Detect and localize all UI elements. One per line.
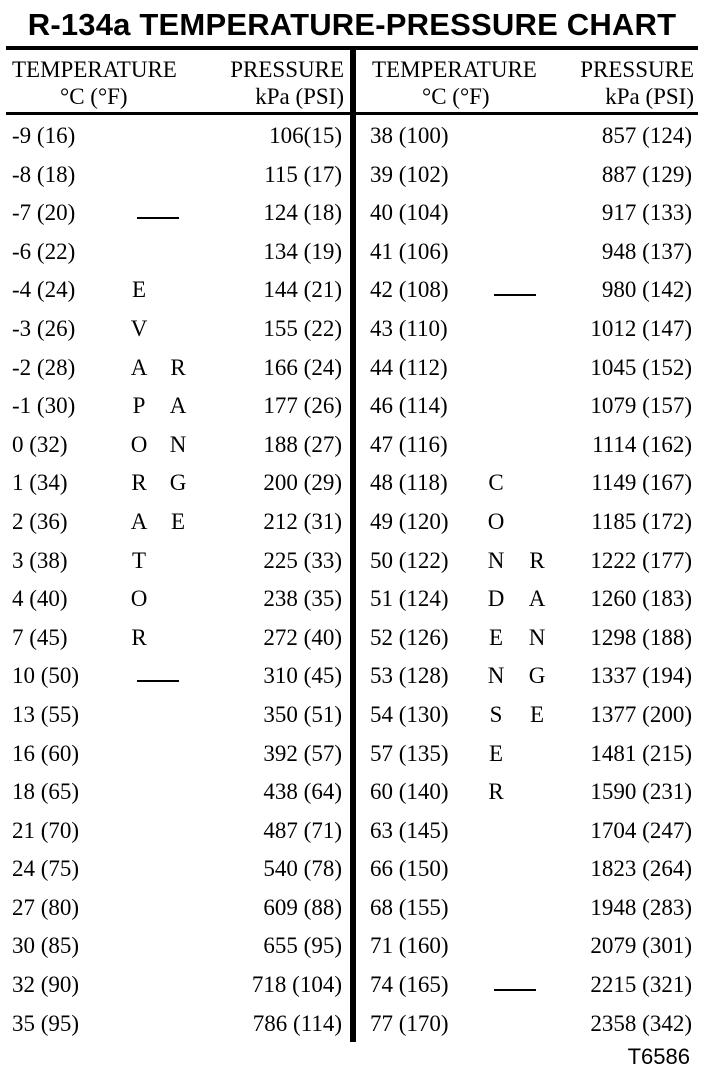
right-pressure-cell: 1823 (264) [590, 856, 692, 882]
left-temperature-cell: 35 (95) [12, 1010, 80, 1036]
right-temperature-cell: 53 (128) [370, 663, 449, 689]
left-label-letter: P [132, 393, 146, 419]
figure-code: T6586 [627, 1044, 690, 1069]
left-label-letter: T [131, 547, 147, 573]
right-label-letter: N [528, 624, 546, 650]
right-pressure-cell: 1149 (167) [591, 470, 692, 496]
left-temperature-cell: 27 (80) [12, 894, 80, 920]
right-temperature-cell: 57 (135) [370, 740, 449, 766]
table-row [0, 543, 704, 582]
left-pressure-cell: 655 (95) [263, 933, 342, 959]
left-pressure-cell: 392 (57) [263, 740, 342, 766]
right-pressure-cell: 1222 (177) [590, 547, 692, 573]
right-label-letter: C [488, 470, 504, 496]
left-temperature-units: °C (°F) [60, 84, 128, 109]
table-row [0, 157, 704, 196]
right-temperature-cell: 42 (108) [370, 277, 449, 303]
left-pressure-cell: 144 (21) [263, 277, 342, 303]
right-temperature-cell: 40 (104) [370, 200, 449, 226]
right-pressure-units: kPa (PSI) [605, 84, 694, 109]
right-temperature-cell: 66 (150) [370, 856, 449, 882]
left-pressure-cell: 225 (33) [263, 547, 342, 573]
left-pressure-cell: 487 (71) [263, 817, 342, 843]
table-row [0, 350, 704, 389]
left-pressure-cell: 238 (35) [263, 586, 342, 612]
left-pressure-cell: 540 (78) [263, 856, 342, 882]
table-row [0, 465, 704, 504]
chart-title: R-134a TEMPERATURE-PRESSURE CHART [27, 7, 677, 42]
right-label-letter: E [529, 701, 545, 727]
left-temperature-header: TEMPERATURE [12, 57, 177, 82]
left-temperature-cell: -7 (20) [12, 200, 76, 226]
table-row [0, 427, 704, 466]
left-temperature-cell: 13 (55) [12, 701, 80, 727]
left-label-letter: R [131, 624, 147, 650]
right-pressure-cell: 2358 (342) [590, 1010, 692, 1036]
right-range-marker [494, 294, 536, 296]
left-temperature-cell: 24 (75) [12, 856, 80, 882]
right-label-letter: E [488, 740, 504, 766]
right-pressure-cell: 1337 (194) [590, 663, 692, 689]
left-pressure-cell: 188 (27) [263, 431, 342, 457]
left-pressure-units: kPa (PSI) [255, 84, 344, 109]
right-pressure-cell: 1260 (183) [590, 586, 692, 612]
right-label-letter: D [487, 586, 505, 612]
right-pressure-cell: 980 (142) [601, 277, 692, 303]
left-label-letter: R [170, 354, 186, 380]
right-pressure-cell: 1079 (157) [590, 393, 692, 419]
right-temperature-cell: 60 (140) [370, 779, 449, 805]
table-row [0, 388, 704, 427]
left-temperature-cell: 0 (32) [12, 431, 68, 457]
right-range-marker [494, 989, 536, 991]
right-pressure-cell: 1114 (162) [592, 431, 692, 457]
right-label-letter: R [488, 779, 504, 805]
right-temperature-cell: 43 (110) [370, 315, 448, 341]
table-row [0, 658, 704, 697]
left-temperature-cell: 18 (65) [12, 779, 80, 805]
left-label-letter: O [130, 586, 148, 612]
right-temperature-units: °C (°F) [422, 84, 490, 109]
left-label-letter: E [131, 277, 147, 303]
table-row [0, 311, 704, 350]
right-temperature-cell: 63 (145) [370, 817, 449, 843]
right-pressure-cell: 1704 (247) [590, 817, 692, 843]
right-pressure-cell: 857 (124) [601, 123, 692, 148]
left-temperature-cell: -2 (28) [12, 354, 76, 380]
table-row [0, 851, 704, 890]
right-temperature-cell: 48 (118) [370, 470, 448, 496]
left-pressure-cell: 310 (45) [263, 663, 342, 689]
right-pressure-cell: 2215 (321) [590, 972, 692, 998]
left-temperature-cell: 21 (70) [12, 817, 80, 843]
right-temperature-cell: 71 (160) [370, 933, 449, 959]
table-row [0, 774, 704, 813]
right-pressure-cell: 1377 (200) [590, 701, 692, 727]
table-row [0, 620, 704, 659]
right-pressure-cell: 948 (137) [601, 238, 692, 264]
left-pressure-cell: 438 (64) [263, 779, 342, 805]
left-pressure-cell: 106(15) [269, 123, 342, 148]
left-label-letter: A [130, 354, 148, 380]
table-row [0, 118, 704, 157]
left-temperature-cell: -1 (30) [12, 393, 76, 419]
left-temperature-cell: 7 (45) [12, 624, 68, 650]
table-row [0, 890, 704, 929]
left-range-marker [137, 680, 179, 682]
pressure-table [0, 118, 704, 1044]
table-row [0, 736, 704, 775]
table-row [0, 697, 704, 736]
right-pressure-cell: 887 (129) [601, 161, 692, 187]
right-label-letter: N [487, 663, 505, 689]
left-pressure-cell: 124 (18) [263, 200, 342, 226]
right-pressure-cell: 1185 (172) [591, 508, 692, 534]
right-label-letter: G [528, 663, 546, 689]
table-row [0, 195, 704, 234]
right-temperature-cell: 51 (124) [370, 586, 449, 612]
right-label-letter: R [529, 547, 545, 573]
left-temperature-cell: 32 (90) [12, 972, 80, 998]
right-temperature-cell: 50 (122) [370, 547, 449, 573]
right-pressure-header: PRESSURE [580, 57, 694, 82]
left-pressure-cell: 350 (51) [263, 701, 342, 727]
left-pressure-cell: 200 (29) [263, 470, 342, 496]
right-temperature-cell: 52 (126) [370, 624, 449, 650]
table-row [0, 813, 704, 852]
right-pressure-cell: 1948 (283) [590, 894, 692, 920]
table-row [0, 928, 704, 967]
left-pressure-cell: 134 (19) [263, 238, 342, 264]
left-pressure-cell: 177 (26) [263, 393, 342, 419]
left-pressure-cell: 718 (104) [251, 972, 342, 998]
right-temperature-cell: 49 (120) [370, 508, 449, 534]
left-temperature-cell: 3 (38) [12, 547, 68, 573]
left-temperature-cell: 4 (40) [12, 586, 68, 612]
left-temperature-cell: 16 (60) [12, 740, 80, 766]
left-temperature-cell: -9 (16) [12, 123, 76, 148]
table-row [0, 272, 704, 311]
right-temperature-cell: 77 (170) [370, 1010, 449, 1036]
left-temperature-cell: -3 (26) [12, 315, 76, 341]
right-pressure-cell: 917 (133) [601, 200, 692, 226]
right-label-letter: A [528, 586, 546, 612]
left-pressure-cell: 609 (88) [263, 894, 342, 920]
table-row [0, 1006, 704, 1045]
right-temperature-cell: 44 (112) [370, 354, 448, 380]
left-pressure-cell: 272 (40) [263, 624, 342, 650]
left-label-letter: R [131, 470, 147, 496]
left-temperature-cell: 1 (34) [12, 470, 68, 496]
right-pressure-cell: 1298 (188) [590, 624, 692, 650]
right-temperature-cell: 46 (114) [370, 393, 448, 419]
left-label-letter: V [130, 315, 148, 341]
left-temperature-cell: -6 (22) [12, 238, 76, 264]
right-temperature-cell: 54 (130) [370, 701, 449, 727]
table-row [0, 504, 704, 543]
left-label-letter: A [130, 508, 148, 534]
left-temperature-cell: 30 (85) [12, 933, 80, 959]
right-pressure-cell: 2079 (301) [590, 933, 692, 959]
right-pressure-cell: 1481 (215) [590, 740, 692, 766]
left-pressure-cell: 155 (22) [263, 315, 342, 341]
right-pressure-cell: 1012 (147) [590, 315, 692, 341]
left-range-marker [137, 217, 179, 219]
right-temperature-cell: 38 (100) [370, 123, 449, 148]
right-label-letter: S [489, 701, 503, 727]
right-label-letter: E [488, 624, 504, 650]
right-pressure-cell: 1045 (152) [590, 354, 692, 380]
left-label-letter: A [169, 393, 187, 419]
left-label-letter: O [130, 431, 148, 457]
right-temperature-cell: 39 (102) [370, 161, 449, 187]
right-temperature-cell: 41 (106) [370, 238, 449, 264]
left-pressure-header: PRESSURE [230, 57, 344, 82]
table-row [0, 581, 704, 620]
left-pressure-cell: 212 (31) [263, 508, 342, 534]
right-pressure-cell: 1590 (231) [590, 779, 692, 805]
right-temperature-cell: 68 (155) [370, 894, 449, 920]
left-label-letter: G [169, 470, 187, 496]
left-pressure-cell: 115 (17) [264, 161, 342, 187]
left-label-letter: E [170, 508, 186, 534]
left-temperature-cell: 2 (36) [12, 508, 68, 534]
right-temperature-cell: 47 (116) [370, 431, 448, 457]
right-temperature-header: TEMPERATURE [372, 57, 537, 82]
left-label-letter: N [169, 431, 187, 457]
right-label-letter: O [487, 508, 505, 534]
left-pressure-cell: 786 (114) [252, 1010, 342, 1036]
left-temperature-cell: 10 (50) [12, 663, 80, 689]
left-pressure-cell: 166 (24) [263, 354, 342, 380]
right-temperature-cell: 74 (165) [370, 972, 449, 998]
table-row [0, 967, 704, 1006]
left-temperature-cell: -8 (18) [12, 161, 76, 187]
table-row [0, 234, 704, 273]
right-label-letter: N [487, 547, 505, 573]
left-temperature-cell: -4 (24) [12, 277, 76, 303]
